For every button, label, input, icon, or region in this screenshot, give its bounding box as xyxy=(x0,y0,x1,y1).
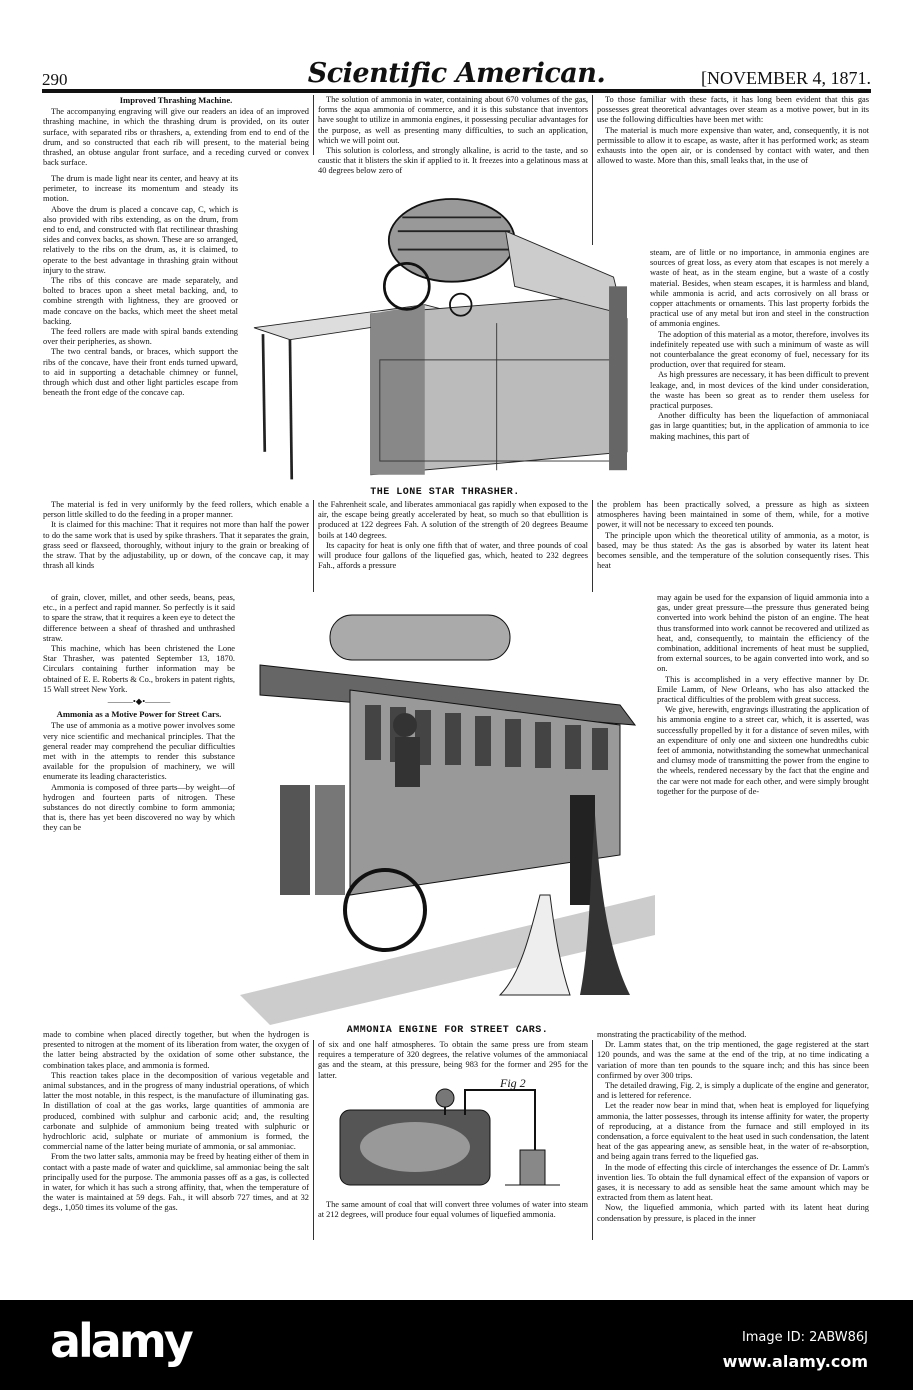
article-difficulties: To those familiar with these facts, it has long been evident that this gas possesses great theoretical advantages over steam as a motive power, but in its use the following difficulties have been met with: The material is much more expensive than water, and, consequently, it is not permissible to allow it to escape, as waste, after it has performed work; as steam exhausts into the open air, or is condensed by contact with water, and then allowed to waste. More than this, small leaks that, in the use of xyxy=(597,95,869,166)
alamy-logo: alamy xyxy=(50,1314,191,1368)
watermark-banner xyxy=(0,1300,913,1390)
fig2-label: Fig 2 xyxy=(500,1076,526,1090)
article-ammonia-solution: The solution of ammonia in water, containing about 670 volumes of the gas, forms the aqua ammonia of commerce, and it is this substance that inventors have sought to utilize in ammonia engines, it possessing peculiar advantages for the purpose, as well as presenting many difficulties, to such an application, which we will point out. This solution is colorless, and strongly alkaline, is acrid to the taste, and so caustic that it blisters the skin if applied to it. It freezes into a gelatinous mass at 40 degrees below zero of xyxy=(318,95,588,176)
image-id: Image ID: 2ABW86J xyxy=(741,1330,868,1345)
article-thrasher-body: The drum is made light near its center, and heavy at its perimeter, to increase its momentum and steady its motion. Above the drum is placed a concave cap, C, which is also provided with ribs extending, as on the drum, from end to end, and constructed with flat rectilinear thrashing sides and convex backs, as shown. These are so arranged, relatively to the ribs on the drum, as, it is claimed, to operate to the best advantage in thrashing grain without injury to the straw. The ribs of this concave are made separately, and bolted to braces upon a sheet metal backing, and, to combine strength with lightness, they are grooved or made concave on the backs, which meet the sheet metal backing. The feed rollers are made with spiral bands extending over their peripheries, as shown. The two central bands, or braces, which support the ribs of the concave, have their front ends turned upward, to aid in supporting a detachable chimney or funnel, through which dust and other light particles escape from beneath the front edge of the concave cap. xyxy=(43,174,238,398)
article-thrasher-claims: The material is fed in very uniformly by the feed rollers, which enable a person little skilled to do the feeding in a proper manner. It is claimed for this machine: That it requires not more than half the power to do the same work that is used by spike thrashers. That it separates the grain, grass seed or flaxseed, thoroughly, without injury to the grain or breaking of the straw. That by the adjustability, up or down, of the concave cap, it may thrash all kinds xyxy=(43,500,309,571)
article-ammonia-properties: the Fahrenheit scale, and liberates ammoniacal gas rapidly when exposed to the air, the escape being greatly accelerated by heat, so much so that ebullition is produced at 122 degrees Fah. A solution of the strength of 20 degrees Beaume boils at 140 degrees. Its capacity for heat is only one fifth that of water, and three pounds of coal will produce four gallons of the liquefied gas, which, heated to 232 degrees Fah., affords a pressure xyxy=(318,500,588,571)
street-car-engraving xyxy=(240,595,655,1025)
article-lamm-cont: monstrating the practicability of the method. Dr. Lamm states that, on the trip mentioned, the gage registered at the start 120 pounds, and was the same at the end of the trip, at no time indicating a variation of more than ten pounds to the square inch; and this has since been confirmed by over 300 trips. The detailed drawing, Fig. 2, is simply a duplicate of the engine and generator, and is lettered for reference. Let the reader now bear in mind that, when heat is employed for liquefying ammonia, the latter possesses, through its intense affinity for water, the property of reproducing, at a distance from the furnace and still employed in its condensation, a force equivalent to the heat used in such condensation, the latent heat of the gas appearing anew, as sensible heat, in the water of re-absorption, and being again trans ferred to the liquefied gas. In the mode of effecting this circle of interchanges the essence of Dr. Lamm's invention lies. To obtain the full dynamical effect of the expansion of vapors or gases, it is necessary to add as sensible heat the same amount which may be extracted from them as latent heat. Now, the liquefied ammonia, which parted with its latent heat during condensation by pressure, is placed in the inner xyxy=(597,1030,869,1223)
article-pressure-text: of six and one half atmospheres. To obtain the same press ure from steam requires a temperature of 320 degrees, the relative volumes of the ammoniacal gas and the steam, at this pressure, being 983 for the former and 295 for the latter. xyxy=(318,1040,588,1080)
article-coal-text: The same amount of coal that will convert three volumes of water into steam at 212 degrees, will produce four equal volumes of liquefied ammonia. xyxy=(318,1200,588,1220)
column-divider xyxy=(313,1040,314,1240)
column-divider xyxy=(592,1040,593,1240)
header-rule xyxy=(42,89,871,93)
thrasher-engraving xyxy=(245,176,645,484)
article-ammonia-start: of grain, clover, millet, and other seeds, beans, peas, etc., in a perfect and rapid manner. So perfectly is it said to spare the straw, that it requires a keen eye to detect the difference between a sheaf of thrashed and unthrashed straw. This machine, which has been christened the Lone Star Thrasher, was patented September 13, 1870. Circulars containing further information may be obtained of E. E. Roberts & Co., brokers in patent rights, 15 Wall street New York. ———•◆•——— Ammonia as a Motive Power for Street Cars. The use of ammonia as a motive power involves some very nice scientific and mechanical principles. That the general reader may comprehend the peculiar difficulties met with in the attempts to render this substance available for the propulsion of machinery, we will enumerate its leading characteristics. Ammonia is composed of three parts—by weight—of hydrogen and fourteen parts of nitrogen. These substances do not directly combine to form ammonia; that is, there has yet been discovered no way by which they can be xyxy=(43,593,235,833)
issue-date: [NOVEMBER 4, 1871. xyxy=(701,68,871,88)
masthead: Scientific American. xyxy=(307,58,606,89)
article-principle: the problem has been practically solved, a pressure as high as sixteen atmospheres having been maintained in some of them, while, for a motive power, it will not be necessary to exceed ten pounds. The principle upon which the theoretical utility of ammonia, as a motor, is based, may be thus stated: As the gas is absorbed by water its latent heat becomes sensible, and the temperature of the solution consequently rises. This heat xyxy=(597,500,869,571)
column-divider xyxy=(313,500,314,592)
thrasher-caption: THE LONE STAR THRASHER. xyxy=(370,487,520,498)
article-difficulties-cont: steam, are of little or no importance, in ammonia engines are sources of great loss, as every atom that escapes is not merely a waste of heat, as in the steam engine, but a waste of a costly material. Besides, when steam escapes, it is harmless and bland, while ammonia is acrid, and acts corrosively on all brass or copper attachments or ornaments. This last property forbids the practical use of any metal but iron and steel in the construction of ammonia engines. The adoption of this material as a motor, therefore, involves its indefinitely repeated use with such a minimum of waste as will not counterbalance the great economy of fuel, necessary for its production, over that required for steam. As high pressures are necessary, it has been difficult to prevent leakage, and, in most devices of the kind under consideration, the waste has been so great as to render them useless for practical purposes. Another difficulty has been the liquefaction of ammoniacal gas in large quantities; but, in the application of ammonia to ice making machines, this part of xyxy=(650,248,869,441)
column-divider xyxy=(313,95,314,155)
page-number: 290 xyxy=(42,70,68,89)
site-url: www.alamy.com xyxy=(722,1352,868,1371)
article-heading: Ammonia as a Motive Power for Street Cars. xyxy=(56,709,222,720)
article-heading: Improved Thrashing Machine. xyxy=(119,95,233,105)
engine-caption: AMMONIA ENGINE FOR STREET CARS. xyxy=(346,1025,549,1036)
article-thrasher-intro: Improved Thrashing Machine. The accompanying engraving will give our readers an idea of an improved thrashing machine, in which the thrashing drum is provided, on its outer surface, with separated ribs or thrashers, a, extending from end to end of the drum, and so constructed that each rib will present, to the material being thrashed, an obtuse angular front surface, and a receding curved or convex back surface. xyxy=(43,95,309,168)
article-ammonia-chemistry: made to combine when placed directly together, but when the hydrogen is presented to nitrogen at the moment of its liberation from water, the oxygen of the latter being abstracted by the oxidation of some other substance, the combination takes place, and ammonia is formed. This reaction takes place in the decomposition of various vegetable and animal substances, and in the progress of many industrial operations, of which latter the most notable, in this respect, is the manufacture of illuminating gas. In distillation of coal at the gas works, large quantities of ammonia are produced, combined with sulphur and carbonic acid; and, the resulting carbonate and sulphide of ammonium being treated with sulphuric or hydrochloric acid, sulphate or muriate of ammonium is formed, the commercial name of the latter being muriate of ammonia, or sal ammoniac. From the two latter salts, ammonia may be freed by heating either of them in contact with a paste made of water and quicklime, sal ammoniac being the salt principally used for the purpose. The ammonia passes off as a gas, is collected in water, for which it has such a strong affinity, that, when the temperature of the water is maintained at 59 degs. Fah., it will absorb 727 times, and at 32 degs., 1,050 times its volume of the gas. xyxy=(43,1030,309,1213)
engine-diagram-fig2 xyxy=(335,1080,575,1198)
column-divider xyxy=(592,500,593,592)
article-lamm: may again be used for the expansion of liquid ammonia into a gas, under great pressure—the pressure thus generated being converted into work behind the piston of an engine. The heat thus transformed into work cannot be recovered and utilized as heat, and, consequently, to maintain the efficiency of the combination, additional increments of heat must be supplied, from external sources, to be again converted into work, and so on. This is accomplished in a very effective manner by Dr. Emile Lamm, of New Orleans, who has also attacked the practical difficulties of the problem with great success. We give, herewith, engravings illustrating the application of his ammonia engine to a street car, which, it is asserted, was successfully propelled by it for a distance of seven miles, with an expenditure of only one and sixteen one hundredths cubic feet of ammonia, notwithstanding the somewhat unmechanical and clumsy mode of transmitting the power from the engine to the wheels, rendered necessary by the fact that the engine and the car were not made for each other, and were simply brought together for the purpose of de- xyxy=(657,593,869,796)
section-separator: ———•◆•——— xyxy=(107,697,171,707)
